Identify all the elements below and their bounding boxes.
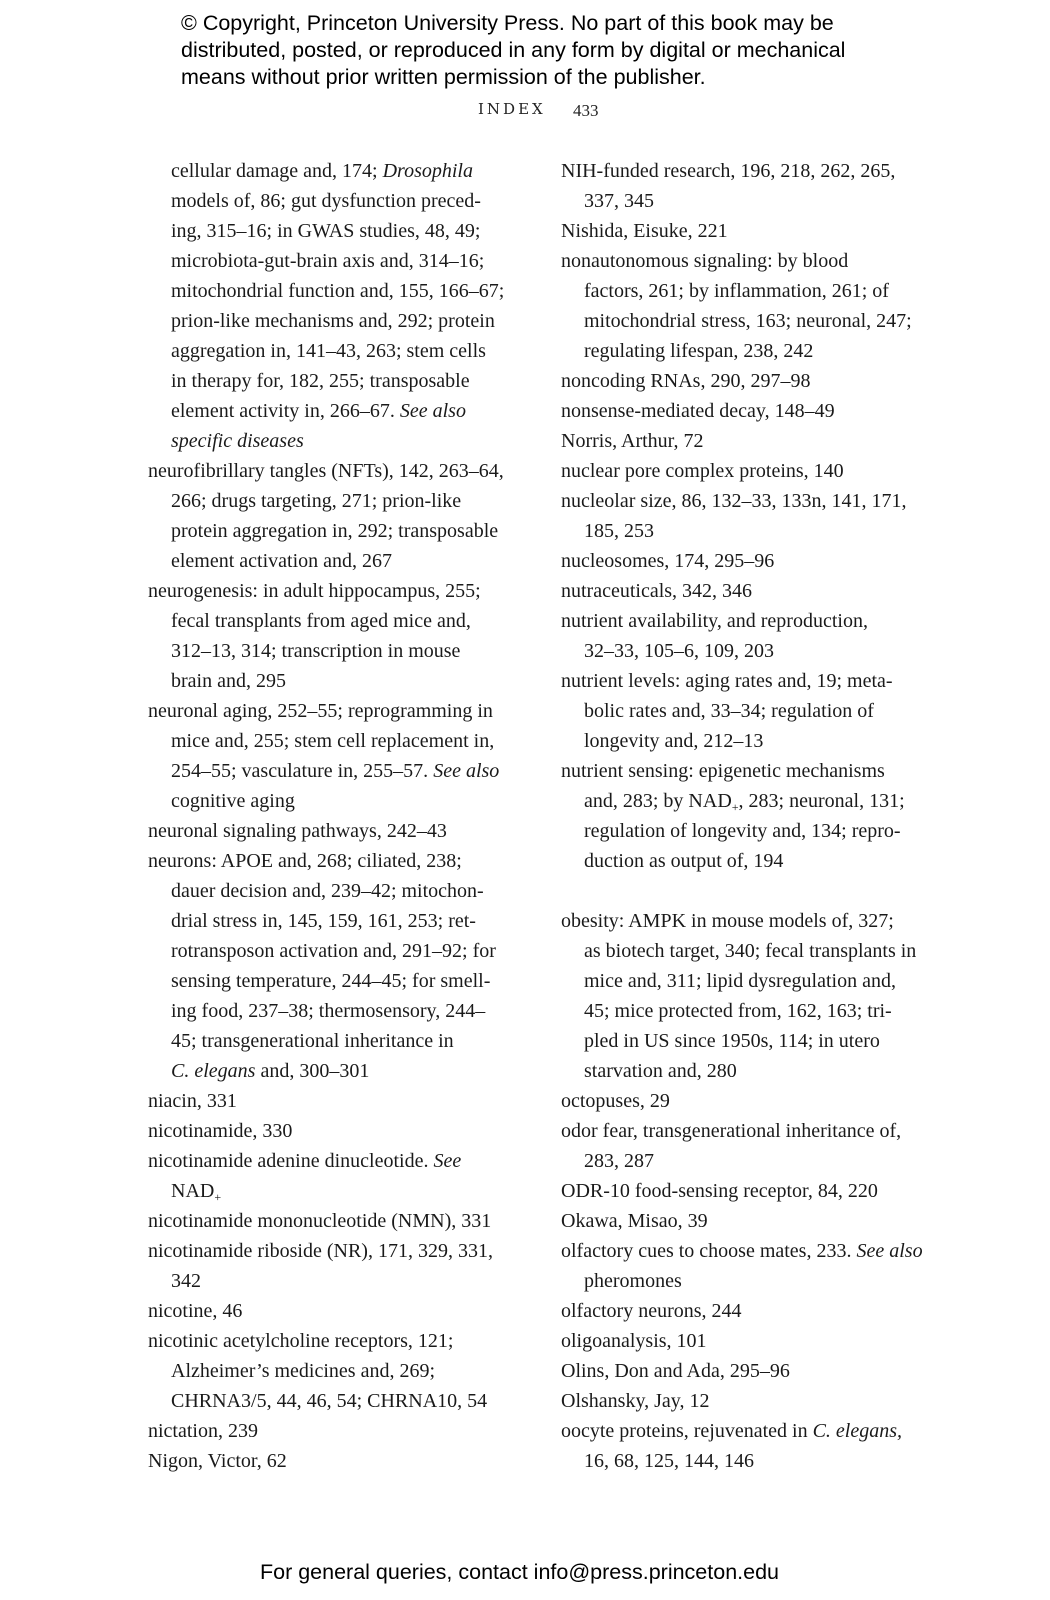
index-entry: nicotinamide, 330	[148, 1120, 293, 1142]
index-line: element activation and, 267	[171, 550, 393, 572]
index-entry: nutraceuticals, 342, 346	[561, 580, 753, 602]
index-line: 45; transgenerational inheritance in	[171, 1030, 454, 1052]
page-number: 433	[573, 101, 599, 120]
index-line: brain and, 295	[171, 670, 286, 692]
index-entry: nutrient sensing: epigenetic mechanisms	[561, 760, 885, 782]
index-entry: ODR-10 food-sensing receptor, 84, 220	[561, 1180, 878, 1202]
index-line: 342	[171, 1270, 201, 1292]
index-line: ing, 315–16; in GWAS studies, 48, 49;	[171, 220, 481, 242]
copyright-line: means without prior written permission of the publisher.	[181, 65, 706, 89]
index-line: regulating lifespan, 238, 242	[584, 340, 814, 362]
index-line: 254–55; vasculature in, 255–57. See also	[171, 760, 500, 782]
index-line: element activity in, 266–67. See also	[171, 400, 466, 422]
index-line: models of, 86; gut dysfunction preced-	[171, 190, 481, 212]
index-line: 312–13, 314; transcription in mouse	[171, 640, 461, 662]
index-entry: niacin, 331	[148, 1090, 237, 1112]
index-entry: obesity: AMPK in mouse models of, 327;	[561, 910, 894, 932]
index-line: dauer decision and, 239–42; mitochon-	[171, 880, 484, 902]
index-entry: nicotinamide riboside (NR), 171, 329, 331,	[148, 1240, 493, 1262]
index-line: CHRNA3/5, 44, 46, 54; CHRNA10, 54	[171, 1390, 488, 1412]
index-entry: nutrient availability, and reproduction,	[561, 610, 868, 632]
index-column-right	[561, 156, 933, 1476]
index-line: pled in US since 1950s, 114; in utero	[584, 1030, 880, 1052]
index-entry: NIH-funded research, 196, 218, 262, 265,	[561, 160, 896, 182]
footer-contact: For general queries, contact info@press.princeton.edu	[260, 1560, 780, 1584]
index-line: duction as output of, 194	[584, 850, 784, 872]
index-line: mice and, 311; lipid dysregulation and,	[584, 970, 896, 992]
index-entry: nicotinic acetylcholine receptors, 121;	[148, 1330, 454, 1352]
index-line: 266; drugs targeting, 271; prion-like	[171, 490, 462, 512]
index-entry: Olins, Don and Ada, 295–96	[561, 1360, 790, 1382]
index-line: mitochondrial stress, 163; neuronal, 247;	[584, 310, 912, 332]
index-line: fecal transplants from aged mice and,	[171, 610, 471, 632]
index-entry: nonsense-mediated decay, 148–49	[561, 400, 835, 422]
index-entry: nutrient levels: aging rates and, 19; meta-	[561, 670, 893, 692]
index-entry: neuronal signaling pathways, 242–43	[148, 820, 447, 842]
index-line: mice and, 255; stem cell replacement in,	[171, 730, 495, 752]
index-entry: nuclear pore complex proteins, 140	[561, 460, 844, 482]
index-line: prion-like mechanisms and, 292; protein	[171, 310, 495, 332]
index-line: C. elegans and, 300–301	[171, 1060, 370, 1082]
copyright-line: distributed, posted, or reproduced in any form by digital or mechanical	[181, 38, 846, 62]
index-entry: odor fear, transgenerational inheritance of,	[561, 1120, 902, 1142]
index-entry: nucleosomes, 174, 295–96	[561, 550, 775, 572]
index-entry: octopuses, 29	[561, 1090, 670, 1112]
copyright-notice	[181, 10, 961, 91]
index-line: 45; mice protected from, 162, 163; tri-	[584, 1000, 892, 1022]
index-line: regulation of longevity and, 134; repro-	[584, 820, 901, 842]
index-line: longevity and, 212–13	[584, 730, 764, 752]
index-entry: nucleolar size, 86, 132–33, 133n, 141, 171,	[561, 490, 907, 512]
letter-section-gap	[561, 876, 933, 906]
index-entry: neurogenesis: in adult hippocampus, 255;	[148, 580, 481, 602]
index-entry: Olshansky, Jay, 12	[561, 1390, 710, 1412]
index-entry: oligoanalysis, 101	[561, 1330, 707, 1352]
index-entry: Nishida, Eisuke, 221	[561, 220, 728, 242]
index-line: 16, 68, 125, 144, 146	[584, 1450, 754, 1472]
index-line: $NAD_+$	[171, 1180, 222, 1204]
index-line: rotransposon activation and, 291–92; for	[171, 940, 496, 962]
index-line: 185, 253	[584, 520, 654, 542]
index-line: microbiota-gut-brain axis and, 314–16;	[171, 250, 485, 272]
index-entry: nicotinamide mononucleotide (NMN), 331	[148, 1210, 492, 1232]
index-entry: neuronal aging, 252–55; reprogramming in	[148, 700, 493, 722]
index-line: specific diseases	[171, 430, 304, 452]
index-entry: Nigon, Victor, 62	[148, 1450, 287, 1472]
index-line: mitochondrial function and, 155, 166–67;	[171, 280, 505, 302]
index-line: as biotech target, 340; fecal transplants in	[584, 940, 917, 962]
index-line: ing food, 237–38; thermosensory, 244–	[171, 1000, 486, 1022]
index-line: protein aggregation in, 292; transposable	[171, 520, 499, 542]
index-line: aggregation in, 141–43, 263; stem cells	[171, 340, 486, 362]
index-line: sensing temperature, 244–45; for smell-	[171, 970, 491, 992]
index-entry: olfactory cues to choose mates, 233. See also	[561, 1240, 923, 1262]
running-head: INDEX	[478, 100, 546, 118]
index-entry: neurons: APOE and, 268; ciliated, 238;	[148, 850, 462, 872]
index-line: starvation and, 280	[584, 1060, 737, 1082]
index-entry: Okawa, Misao, 39	[561, 1210, 708, 1232]
index-column-left	[148, 156, 520, 1476]
index-line: factors, 261; by inflammation, 261; of	[584, 280, 889, 302]
index-line: cellular damage and, 174; Drosophila	[171, 160, 473, 182]
index-entry: olfactory neurons, 244	[561, 1300, 742, 1322]
index-entry: nicotine, 46	[148, 1300, 243, 1322]
index-line: in therapy for, 182, 255; transposable	[171, 370, 470, 392]
index-entry: oocyte proteins, rejuvenated in C. elegans,	[561, 1420, 903, 1442]
index-line: 283, 287	[584, 1150, 654, 1172]
index-entry: neurofibrillary tangles (NFTs), 142, 263–64,	[148, 460, 504, 482]
index-entry: noncoding RNAs, 290, 297–98	[561, 370, 811, 392]
index-line: drial stress in, 145, 159, 161, 253; ret-	[171, 910, 476, 932]
index-line: pheromones	[584, 1270, 682, 1292]
index-line: 32–33, 105–6, 109, 203	[584, 640, 774, 662]
index-line: and, 283; by $NAD_+$, 283; neuronal, 131;	[584, 790, 905, 814]
index-line: 337, 345	[584, 190, 654, 212]
copyright-line: © Copyright, Princeton University Press. No part of this book may be	[181, 11, 834, 35]
index-entry: nonautonomous signaling: by blood	[561, 250, 849, 272]
index-line: Alzheimer’s medicines and, 269;	[171, 1360, 436, 1382]
index-entry: nicotinamide adenine dinucleotide. See	[148, 1150, 462, 1172]
index-line: cognitive aging	[171, 790, 295, 812]
index-entry: Norris, Arthur, 72	[561, 430, 704, 452]
index-entry: nictation, 239	[148, 1420, 258, 1442]
index-line: bolic rates and, 33–34; regulation of	[584, 700, 874, 722]
